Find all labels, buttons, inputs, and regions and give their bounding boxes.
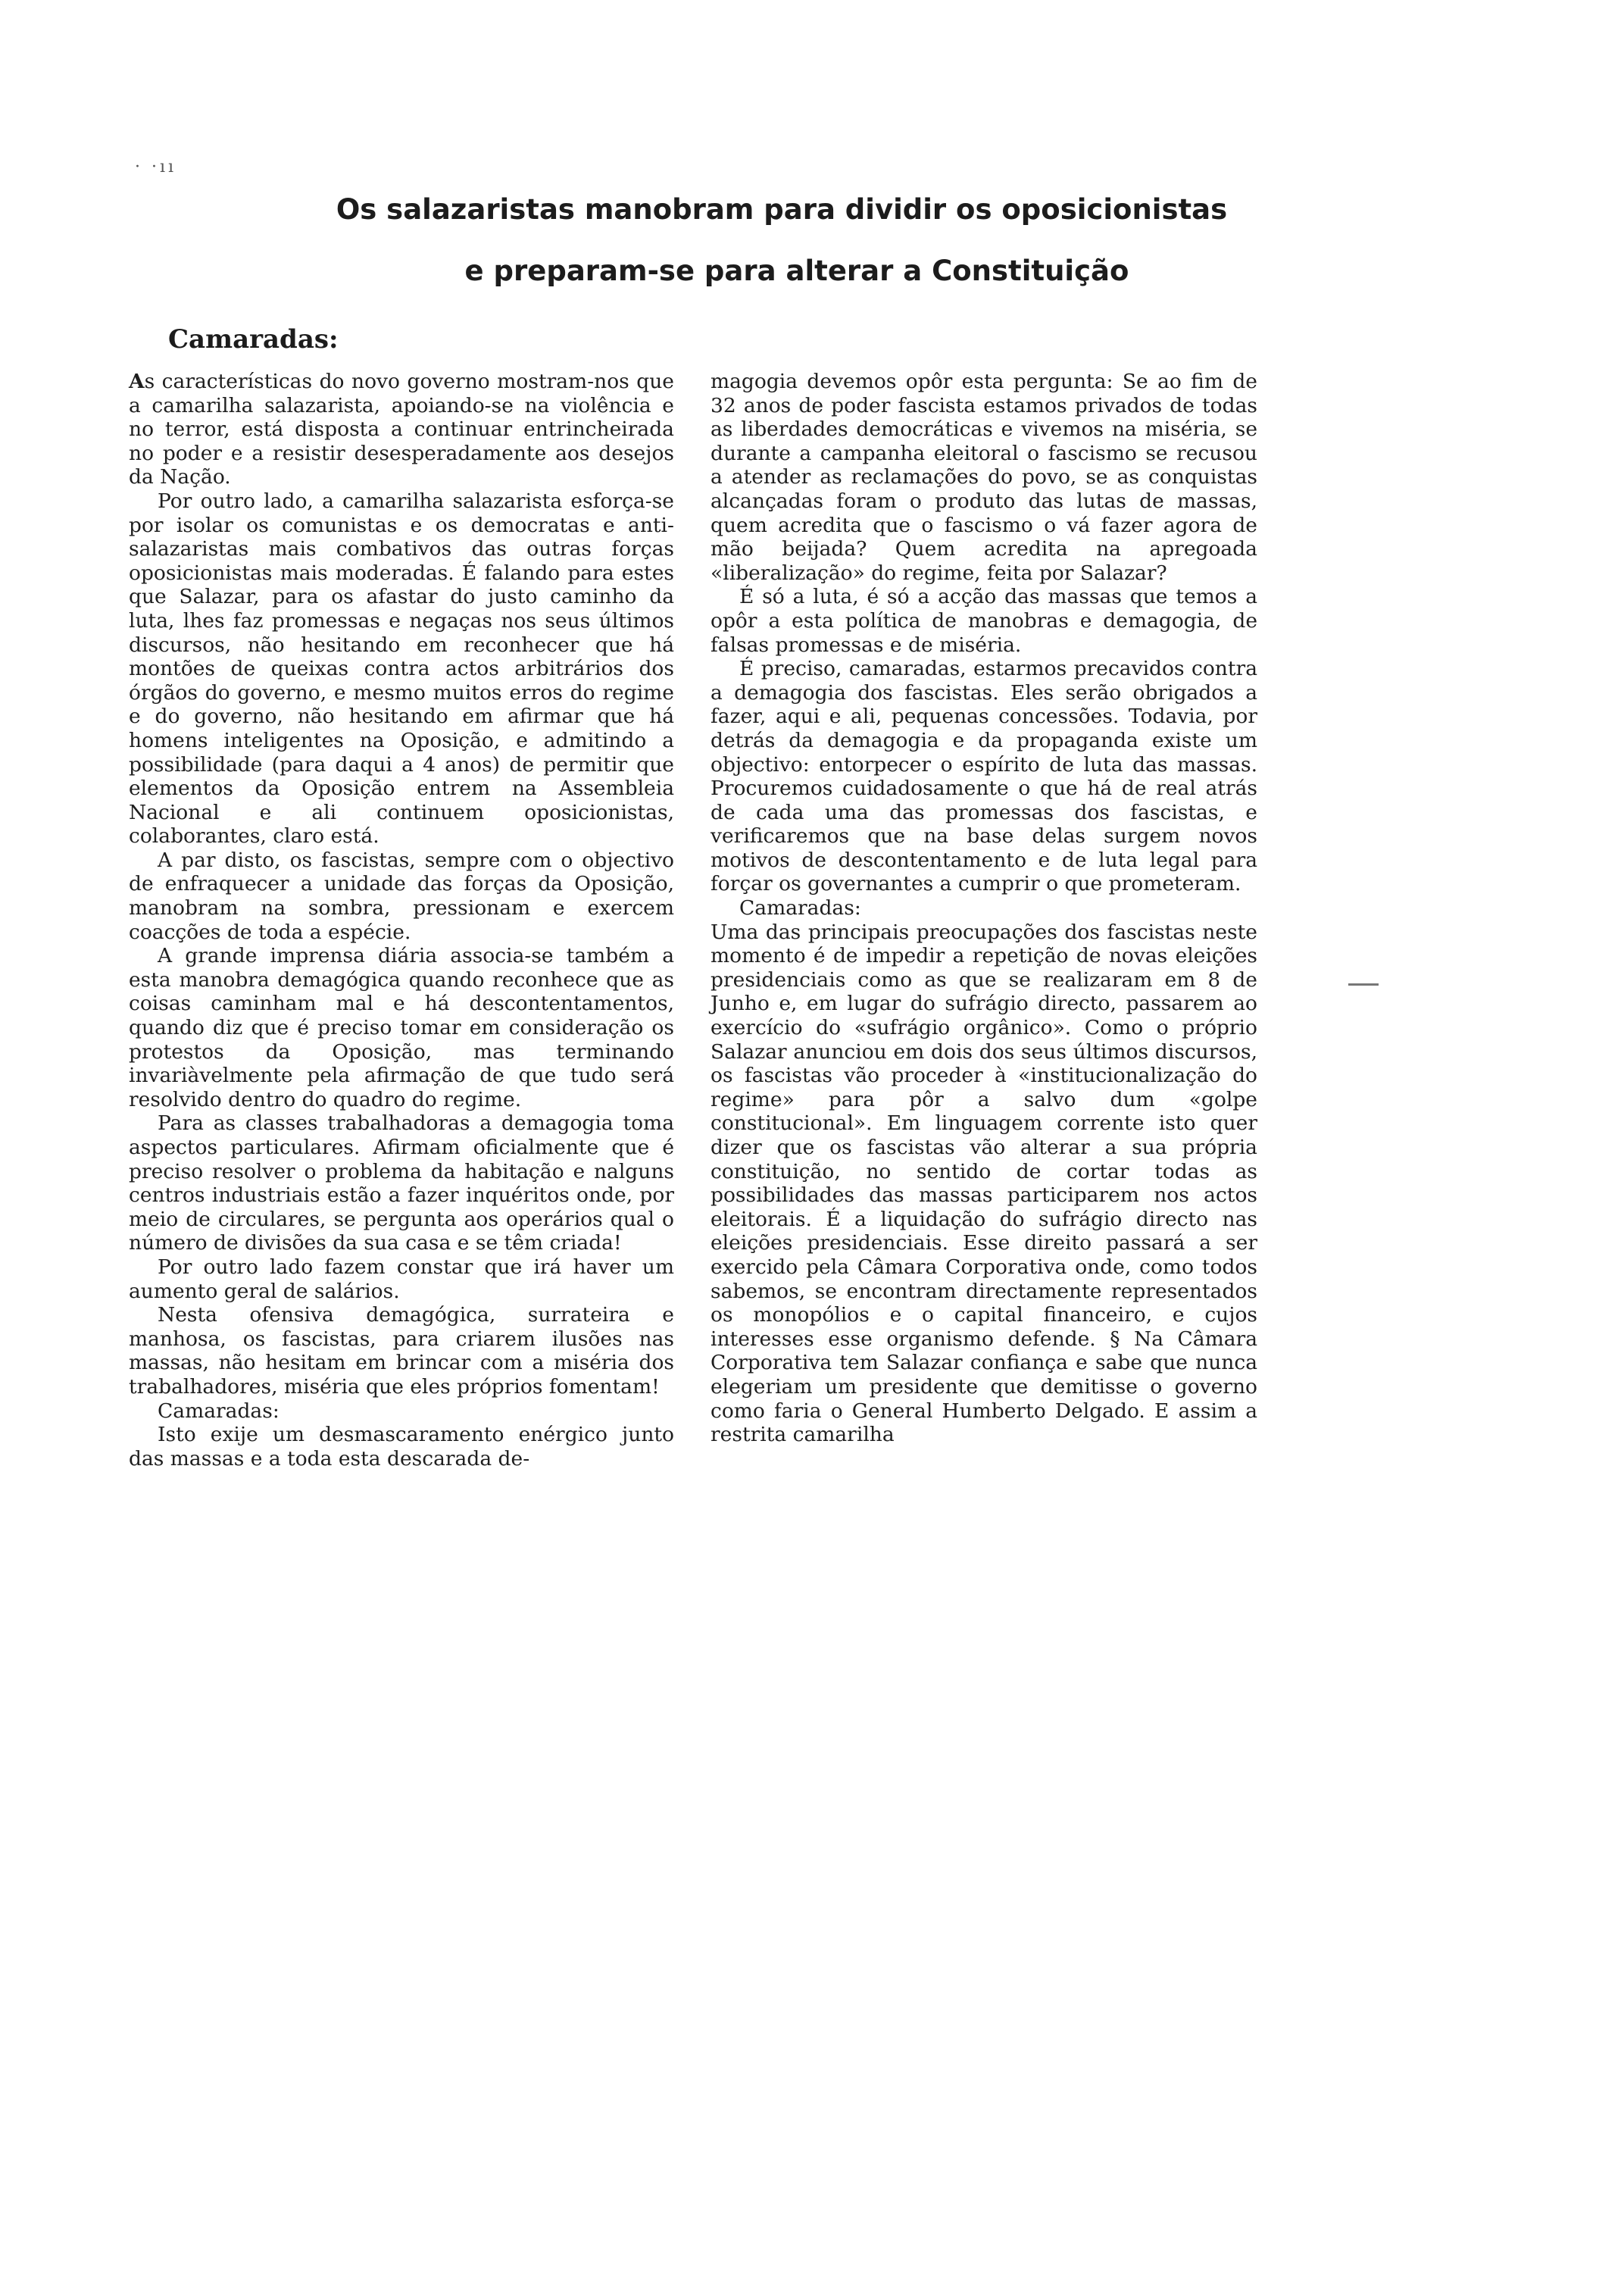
paragraph: É preciso, camaradas, estarmos precavidos contra a demagogia dos fascistas. Eles serão obrigados a fazer, aqui e ali, pequenas concessões. Todavia, por detrás da demagogia e da propaganda existe um objectivo: entorpecer o espírito de luta das massas. Procuremos cuidadosamente o que há de real atrás de cada uma das promessas dos fascistas, e verificaremos que na base delas surgem novos motivos de descontentamento e de luta legal para forçar os governantes a cumprir o que prometeram. <box>710 657 1257 896</box>
margin-dash <box>1348 983 1379 986</box>
paragraph: Uma das principais preocupações dos fascistas neste momento é de impedir a repetição de novas eleições presidenciais como as que se realizaram em 8 de Junho e, em lugar do sufrágio directo, passarem ao exercício do «sufrágio orgânico». Como o próprio Salazar anunciou em dois dos seus últimos discursos, os fascistas vão proceder à «institucionalização do regime» para pôr a salvo dum «golpe constitucional». Em linguagem corrente isto quer dizer que os fascistas vão alterar a sua própria constituição, no sentido de cortar todas as possibilidades das massas participarem nos actos eleitorais. É a liquidação do sufrágio directo nas eleições presidenciais. Esse direito passará a ser exercido pela Câmara Corporativa onde, como todos sabemos, se encontram directamente representados os monopólios e o capital financeiro, e cujos interesses esse organismo defende. § Na Câmara Corporativa tem Salazar confiança e sabe que nunca elegeriam um presidente que demitisse o governo como faria o General Humberto Delgado. E assim a restrita camarilha <box>710 920 1257 1447</box>
paragraph: magogia devemos opôr esta pergunta: Se ao fim de 32 anos de poder fascista estamos privados de todas as liberdades democráticas e vivemos na miséria, se durante a campanha eleitoral o fascismo se recusou a atender as reclamações do povo, se as conquistas alcançadas foram o produto das lutas de massas, quem acredita que o fascismo o vá fazer agora de mão beijada? Quem acredita na apregoada «liberalização» do regime, feita por Salazar? <box>710 370 1257 585</box>
right-column <box>710 370 1257 1447</box>
paragraph: Por outro lado fazem constar que irá haver um aumento geral de salários. <box>129 1255 674 1303</box>
headline-line-1: Os salazaristas manobram para dividir os oposicionistas <box>336 193 1228 226</box>
subheading: Camaradas: <box>158 1399 280 1423</box>
paragraph: É só a luta, é só a acção das massas que temos a opôr a esta política de manobras e demagogia, de falsas promessas e de miséria. <box>710 585 1257 657</box>
page-mark: · ·ıı <box>135 158 177 177</box>
left-column <box>129 370 674 1471</box>
salutation: Camaradas: <box>168 324 339 355</box>
paragraph: A par disto, os fascistas, sempre com o objectivo de enfraquecer a unidade das forças da Oposição, manobram na sombra, pressionam e exercem coacções de toda a espécie. <box>129 848 674 944</box>
paragraph: A grande imprensa diária associa-se também a esta manobra demagógica quando reconhece que as coisas caminham mal e há descontentamentos, quando diz que é preciso tomar em consideração os protestos da Oposição, mas terminando invariàvelmente pela afirmação de que tudo será resolvido dentro do quadro do regime. <box>129 944 674 1111</box>
paragraph: As características do novo governo mostram-nos que a camarilha salazarista, apoiando-se na violência e no terror, está disposta a continuar entrincheirada no poder e a resistir desesperadamente aos desejos da Nação. <box>129 370 674 489</box>
subheading: Camaradas: <box>739 896 861 920</box>
paragraph: Isto exije um desmascaramento enérgico junto das massas e a toda esta descarada de- <box>129 1423 674 1471</box>
paragraph: Por outro lado, a camarilha salazarista esforça-se por isolar os comunistas e os democratas e anti-salazaristas mais combativos das outras forças oposicionistas mais moderadas. É falando para estes que Salazar, para os afastar do justo caminho da luta, lhes faz promessas e negaças nos seus últimos discursos, não hesitando em reconhecer que há montões de queixas contra actos arbitrários dos órgãos do governo, e mesmo muitos erros do regime e do governo, não hesitando em afirmar que há homens inteligentes na Oposição, e admitindo a possibilidade (para daqui a 4 anos) de permitir que elementos da Oposição entrem na Assembleia Nacional e ali continuem oposicionistas, colaborantes, claro está. <box>129 489 674 849</box>
headline-line-2: e preparam-se para alterar a Constituição <box>464 255 1129 287</box>
paragraph: Para as classes trabalhadoras a demagogia toma aspectos particulares. Afirmam oficialmente que é preciso resolver o problema da habitação e nalguns centros industriais estão a fazer inquéritos onde, por meio de circulares, se pergunta aos operários qual o número de divisões da sua casa e se têm criada! <box>129 1111 674 1255</box>
paragraph: Nesta ofensiva demagógica, surrateira e manhosa, os fascistas, para criarem ilusões nas massas, não hesitam em brincar com a miséria dos trabalhadores, miséria que eles próprios fomentam! <box>129 1303 674 1399</box>
